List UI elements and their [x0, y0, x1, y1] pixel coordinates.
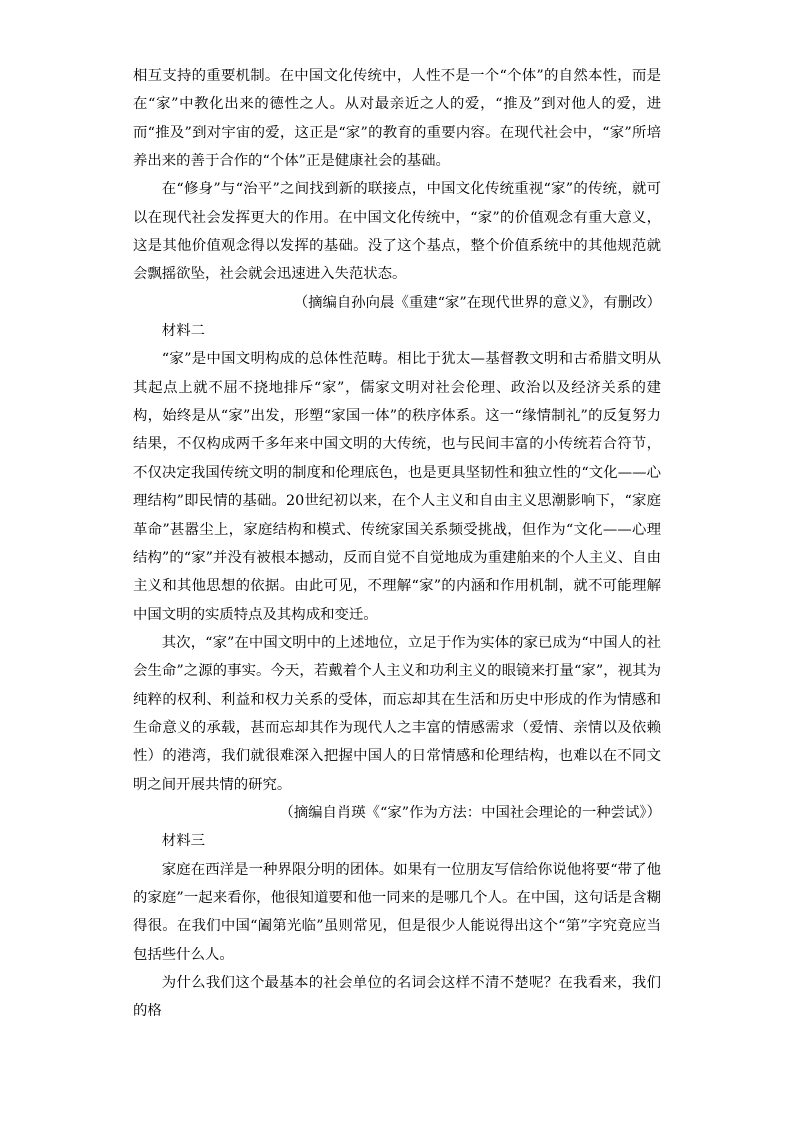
material-2-label: 材料二 — [161, 323, 205, 340]
source-citation-2: （摘编自肖瑛《“家”作为方法：中国社会理论的一种尝试》） — [279, 804, 661, 821]
material-3-label: 材料三 — [161, 833, 205, 850]
document-page — [133, 62, 661, 1026]
source-citation-1: （摘编自孙向晨《重建“家”在现代世界的意义》，有删改） — [293, 294, 661, 311]
paragraph-xiushen: 在“修身”与“治平”之间找到新的联接点，中国文化传统重视“家”的传统，就可以在现代社会发挥更大的作用。在中国文化传统中，“家”的价值观念有重大意义，这是其他价值观念得以发挥的基础。没了这个基点，整个价值系统中的其他规范就会飘摇欲坠，社会就会迅速进入失范状态。 — [133, 181, 661, 283]
paragraph-why-unclear: 为什么我们这个最基本的社会单位的名词会这样不清不楚呢？在我看来，我们的格 — [133, 975, 661, 1020]
paragraph-jia-category: “家”是中国文明构成的总体性范畴。相比于犹太—基督教文明和古希腊文明从其起点上就不屈不挠地排斥“家”，儒家文明对社会伦理、政治以及经济关系的建构，始终是从“家”出发，形塑“家国一体”的秩序体系。这一“缘情制礼”的反复努力结果，不仅构成两千多年来中国文明的大传统，也与民间丰富的小传统若合符节，不仅决定我国传统文明的制度和伦理底色，也是更具坚韧性和独立性的“文化——心理结构”即民情的基础。20世纪初以来，在个人主义和自由主义思潮影响下，“家庭革命”甚嚣尘上，家庭结构和模式、传统家国关系频受挑战，但作为“文化——心理结构”的“家”并没有被根本撼动，反而自觉不自觉地成为重建舶来的个人主义、自由主义和其他思想的依据。由此可见，不理解“家”的内涵和作用机制，就不可能理解中国文明的实质特点及其构成和变迁。 — [133, 351, 661, 623]
paragraph-continuation: 相互支持的重要机制。在中国文化传统中，人性不是一个“个体”的自然本性，而是在“家”中教化出来的德性之人。从对最亲近之人的爱，“推及”到对他人的爱，进而“推及”到对宇宙的爱，这正是“家”的教育的重要内容。在现代社会中，“家”所培养出来的善于合作的“个体”正是健康社会的基础。 — [133, 68, 661, 170]
paragraph-qici: 其次，“家”在中国文明中的上述地位，立足于作为实体的家已成为“中国人的社会生命”之源的事实。今天，若戴着个人主义和功利主义的眼镜来打量“家”，视其为纯粹的权利、利益和权力关系的受体，而忘却其在生活和历史中形成的作为情感和生命意义的承载，甚而忘却其作为现代人之丰富的情感需求（爱情、亲情以及依赖性）的港湾，我们就很难深入把握中国人的日常情感和伦理结构，也难以在不同文明之间开展共情的研究。 — [133, 634, 661, 793]
paragraph-family-west: 家庭在西洋是一种界限分明的团体。如果有一位朋友写信给你说他将要“带了他的家庭”一起来看你，他很知道要和他一同来的是哪几个人。在中国，这句话是含糊得很。在我们中国“阖第光临”虽则常见，但是很少人能说得出这个“第”字究竟应当包括些什么人。 — [133, 861, 661, 963]
